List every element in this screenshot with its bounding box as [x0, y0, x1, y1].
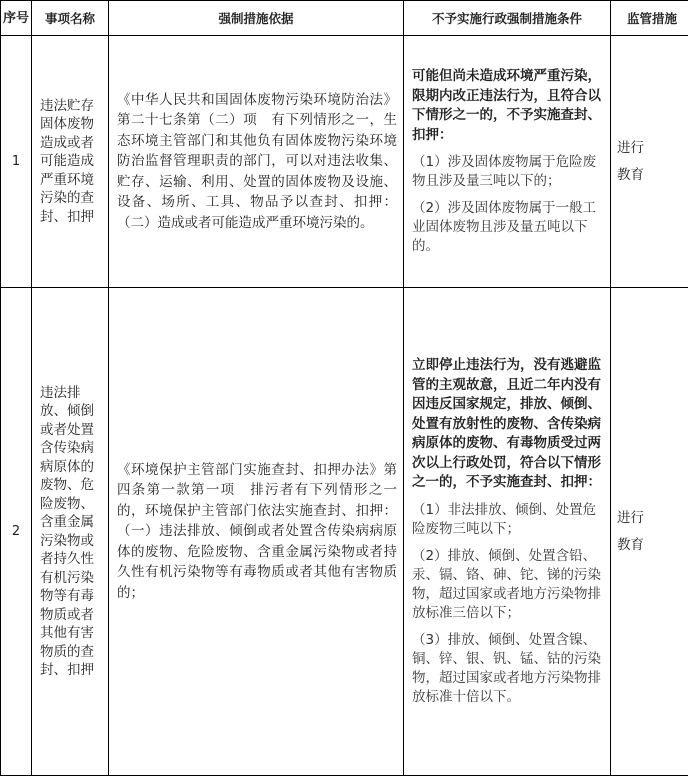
condition-item: （1）非法排放、倾倒、处置危险废物三吨以下；	[412, 501, 597, 537]
row-item-name: 违法排放、倾倒或者处置含传染病病原体的废物、危险废物、含重金属污染物或者持久性有机污染物等有毒物质或者其他有害物质的查封、扣押	[32, 288, 109, 776]
row-legal-basis: 《环境保护主管部门实施查封、扣押办法》第四条第一款第一项 排污者有下列情形之一的，环境保护主管部门依法实施查封、扣押：（一）违法排放、倾倒或者处置含传染病病原体的废物、危险废物、含重金属污染物或者持久性有机污染物等有毒物质或者其他有害物质的；	[109, 288, 404, 776]
header-item-name: 事项名称	[32, 1, 109, 36]
condition-lead: 立即停止违法行为，没有逃避监管的主观故意，且近二年内没有因违反国家规定，排放、倾倒、处置有放射性的废物、含传染病病原体的废物、有毒物质受过两次以上行政处罚，符合以下情形之一的，不予实施查封、扣押：	[412, 357, 601, 491]
header-exemption-conditions: 不予实施行政强制措施条件	[404, 1, 611, 36]
row-exemption-conditions	[404, 36, 611, 288]
condition-item: （2）排放、倾倒、处置含铅、汞、镉、铬、砷、铊、锑的污染物，超过国家或者地方污染物排放标准三倍以下；	[412, 547, 601, 621]
supervision-measure-line: 进行	[617, 509, 644, 526]
table-row	[1, 36, 688, 288]
row-serial-number: 1	[1, 36, 32, 288]
row-exemption-conditions	[404, 288, 611, 776]
supervision-measure-line: 教育	[617, 166, 644, 183]
header-supervision-measures: 监管措施	[611, 1, 688, 36]
row-item-name: 违法贮存固体废物造成或者可能造成严重环境污染的查封、扣押	[32, 36, 109, 288]
condition-lead: 可能但尚未造成环境严重污染，限期内改正违法行为，且符合以下情形之一的，不予实施查封、扣押：	[412, 68, 601, 143]
supervision-measure-line: 教育	[617, 536, 644, 553]
header-legal-basis: 强制措施依据	[109, 1, 404, 36]
row-supervision-measure	[611, 36, 688, 288]
condition-item: （2）涉及固体废物属于一般工业固体废物且涉及量五吨以下的。	[412, 200, 597, 254]
row-legal-basis: 《中华人民共和国固体废物污染环境防治法》第二十七条第（二）项 有下列情形之一，生态环境主管部门和其他负有固体废物污染环境防治监督管理职责的部门，可以对违法收集、贮存、运输、利用、处置的固体废物及设施、设备、场所、工具、物品予以查封、扣押：（二）造成或者可能造成严重环境污染的。	[109, 36, 404, 288]
table-header-row	[1, 1, 688, 36]
condition-item: （3）排放、倾倒、处置含镍、铜、锌、银、钒、锰、钴的污染物，超过国家或者地方污染物排放标准十倍以下。	[412, 631, 601, 705]
condition-item: （1）涉及固体废物属于危险废物且涉及量三吨以下的；	[412, 154, 597, 189]
header-serial-number: 序号	[1, 1, 32, 36]
table-row	[1, 288, 688, 776]
row-supervision-measure	[611, 288, 688, 776]
supervision-measure-line: 进行	[617, 139, 644, 156]
row-serial-number: 2	[1, 288, 32, 776]
